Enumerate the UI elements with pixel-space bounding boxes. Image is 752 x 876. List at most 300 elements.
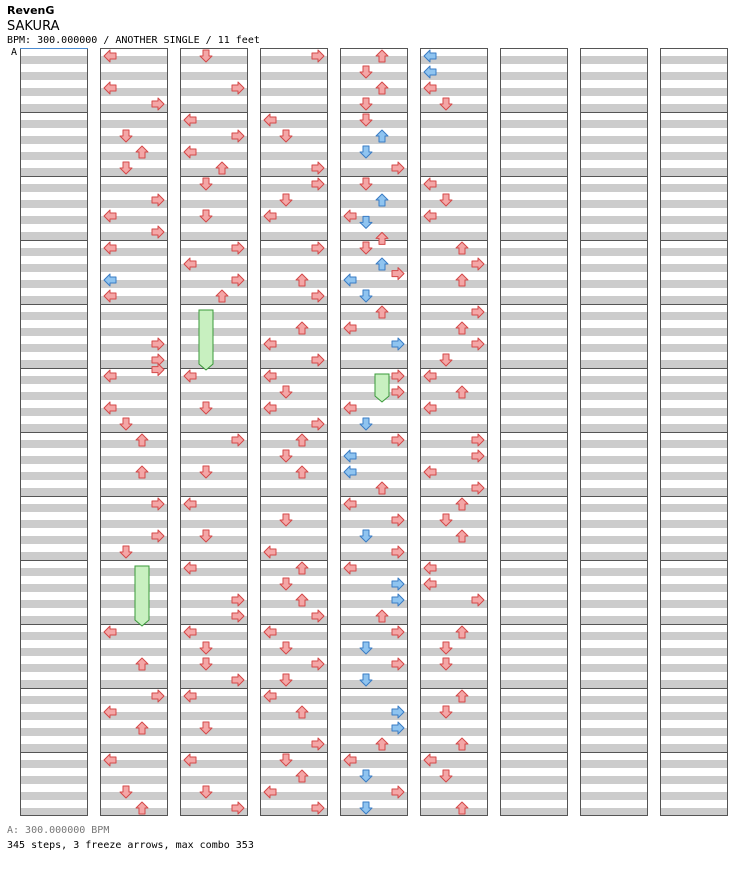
beat-stripe (260, 72, 328, 80)
beat-stripe (340, 200, 408, 208)
beat-stripe (580, 744, 648, 752)
beat-stripe (420, 776, 488, 784)
beat-stripe (580, 248, 648, 256)
beat-stripe (20, 792, 88, 800)
beat-stripe (420, 248, 488, 256)
beat-stripe (580, 328, 648, 336)
beat-stripe (180, 456, 248, 464)
beat-stripe (500, 792, 568, 800)
beat-stripe (500, 360, 568, 368)
beat-stripe (580, 728, 648, 736)
beat-stripe (420, 664, 488, 672)
beat-stripe (20, 360, 88, 368)
beat-stripe (500, 472, 568, 480)
beat-stripe (580, 696, 648, 704)
beat-stripe (260, 440, 328, 448)
beat-stripe (580, 488, 648, 496)
beat-stripe (20, 488, 88, 496)
beat-stripe (260, 200, 328, 208)
beat-stripe (580, 232, 648, 240)
beat-stripe (660, 184, 728, 192)
beat-stripe (580, 216, 648, 224)
beat-stripe (20, 136, 88, 144)
beat-stripe (180, 776, 248, 784)
beat-stripe (20, 808, 88, 816)
beat-stripe (180, 792, 248, 800)
beat-stripe (420, 280, 488, 288)
beat-stripe (580, 568, 648, 576)
beat-stripe (420, 552, 488, 560)
beat-stripe (420, 200, 488, 208)
beat-stripe (340, 680, 408, 688)
beat-stripe (580, 280, 648, 288)
beat-stripe (100, 776, 168, 784)
beat-stripe (420, 680, 488, 688)
beat-stripe (420, 632, 488, 640)
beat-stripe (580, 648, 648, 656)
beat-stripe (580, 536, 648, 544)
beat-stripe (180, 360, 248, 368)
beat-stripe (20, 504, 88, 512)
beat-stripe (660, 536, 728, 544)
beat-stripe (20, 696, 88, 704)
beat-stripe (420, 536, 488, 544)
beat-stripe (260, 232, 328, 240)
beat-stripe (20, 520, 88, 528)
beat-stripe (580, 664, 648, 672)
beat-stripe (660, 648, 728, 656)
beat-stripe (180, 584, 248, 592)
beat-stripe (180, 744, 248, 752)
beat-stripe (660, 488, 728, 496)
beat-stripe (660, 440, 728, 448)
beat-stripe (260, 152, 328, 160)
beat-stripe (660, 232, 728, 240)
beat-stripe (340, 424, 408, 432)
beat-stripe (260, 472, 328, 480)
beat-stripe (500, 72, 568, 80)
beat-stripe (500, 520, 568, 528)
beat-stripe (180, 472, 248, 480)
beat-stripe (420, 696, 488, 704)
beat-stripe (260, 88, 328, 96)
beat-stripe (340, 104, 408, 112)
beat-stripe (660, 520, 728, 528)
beat-stripe (660, 664, 728, 672)
beat-stripe (660, 360, 728, 368)
beat-stripe (660, 72, 728, 80)
beat-stripe (580, 712, 648, 720)
beat-stripe (580, 408, 648, 416)
beat-stripe (20, 472, 88, 480)
beat-stripe (260, 568, 328, 576)
beat-stripe (340, 120, 408, 128)
beat-stripe (20, 296, 88, 304)
beat-stripe (660, 168, 728, 176)
beat-stripe (100, 664, 168, 672)
beat-stripe (180, 488, 248, 496)
beat-stripe (20, 776, 88, 784)
beat-stripe (580, 120, 648, 128)
beat-stripe (260, 600, 328, 608)
beat-stripe (500, 664, 568, 672)
beat-stripe (180, 520, 248, 528)
beat-stripe (20, 760, 88, 768)
beat-stripe (20, 376, 88, 384)
beat-stripe (100, 152, 168, 160)
beat-stripe (420, 392, 488, 400)
beat-stripe (100, 792, 168, 800)
beat-stripe (20, 408, 88, 416)
beat-stripe (260, 520, 328, 528)
chart-stats: 345 steps, 3 freeze arrows, max combo 353 (7, 840, 254, 851)
beat-stripe (660, 200, 728, 208)
beat-stripe (660, 744, 728, 752)
beat-stripe (420, 136, 488, 144)
beat-stripe (500, 680, 568, 688)
beat-stripe (580, 376, 648, 384)
beat-stripe (580, 520, 648, 528)
beat-stripe (180, 312, 248, 320)
beat-stripe (260, 680, 328, 688)
beat-stripe (100, 456, 168, 464)
beat-stripe (500, 56, 568, 64)
beat-stripe (660, 760, 728, 768)
beat-stripe (100, 728, 168, 736)
beat-stripe (180, 104, 248, 112)
beat-stripe (660, 104, 728, 112)
beat-stripe (580, 424, 648, 432)
beat-stripe (580, 344, 648, 352)
beat-stripe (420, 648, 488, 656)
beat-stripe (500, 696, 568, 704)
beat-stripe (500, 392, 568, 400)
beat-stripe (100, 616, 168, 624)
freeze-arrow (199, 310, 213, 370)
beat-stripe (660, 456, 728, 464)
beat-stripe (180, 232, 248, 240)
beat-stripe (580, 184, 648, 192)
beat-stripe (660, 792, 728, 800)
beat-stripe (20, 664, 88, 672)
beat-stripe (660, 248, 728, 256)
beat-stripe (660, 728, 728, 736)
beat-stripe (660, 328, 728, 336)
beat-stripe (580, 392, 648, 400)
freeze-arrow (375, 374, 389, 402)
beat-stripe (500, 248, 568, 256)
beat-stripe (660, 600, 728, 608)
beat-stripe (580, 264, 648, 272)
beat-stripe (500, 328, 568, 336)
beat-stripe (580, 792, 648, 800)
beat-stripe (420, 168, 488, 176)
beat-stripe (340, 152, 408, 160)
beat-stripe (660, 680, 728, 688)
beat-stripe (260, 504, 328, 512)
beat-stripe (580, 680, 648, 688)
beat-stripe (260, 648, 328, 656)
beat-stripe (100, 72, 168, 80)
beat-stripe (20, 392, 88, 400)
beat-stripe (580, 296, 648, 304)
beat-stripe (180, 296, 248, 304)
beat-stripe (260, 488, 328, 496)
beat-stripe (180, 184, 248, 192)
beat-stripe (20, 680, 88, 688)
beat-stripe (580, 72, 648, 80)
beat-stripe (580, 440, 648, 448)
beat-stripe (100, 584, 168, 592)
beat-stripe (660, 712, 728, 720)
beat-stripe (340, 88, 408, 96)
beat-stripe (420, 616, 488, 624)
beat-stripe (340, 696, 408, 704)
beat-stripe (660, 392, 728, 400)
beat-stripe (500, 616, 568, 624)
beat-stripe (500, 648, 568, 656)
beat-stripe (580, 456, 648, 464)
beat-stripe (660, 296, 728, 304)
beat-stripe (660, 216, 728, 224)
beat-stripe (100, 552, 168, 560)
beat-stripe (660, 504, 728, 512)
beat-stripe (660, 264, 728, 272)
beat-stripe (580, 56, 648, 64)
beat-stripe (660, 344, 728, 352)
beat-stripe (340, 536, 408, 544)
beat-stripe (180, 552, 248, 560)
beat-stripe (340, 776, 408, 784)
beat-stripe (260, 584, 328, 592)
beat-stripe (500, 712, 568, 720)
beat-stripe (580, 808, 648, 816)
beat-stripe (500, 456, 568, 464)
beat-stripe (500, 200, 568, 208)
beat-stripe (660, 88, 728, 96)
beat-stripe (580, 472, 648, 480)
beat-stripe (580, 104, 648, 112)
beat-stripe (100, 120, 168, 128)
beat-stripe (500, 216, 568, 224)
beat-stripe (260, 728, 328, 736)
beat-stripe (180, 408, 248, 416)
beat-stripe (580, 312, 648, 320)
beat-stripe (340, 56, 408, 64)
beat-stripe (20, 232, 88, 240)
beat-stripe (580, 152, 648, 160)
beat-stripe (660, 808, 728, 816)
beat-stripe (340, 72, 408, 80)
beat-stripe (420, 328, 488, 336)
beat-stripe (20, 104, 88, 112)
beat-stripe (500, 776, 568, 784)
beat-stripe (420, 360, 488, 368)
beat-stripe (20, 216, 88, 224)
beat-stripe (100, 440, 168, 448)
beat-stripe (660, 776, 728, 784)
beat-stripe (660, 280, 728, 288)
beat-stripe (500, 120, 568, 128)
beat-stripe (180, 216, 248, 224)
beat-stripe (180, 728, 248, 736)
beat-stripe (660, 696, 728, 704)
beat-stripe (500, 760, 568, 768)
beat-stripe (580, 200, 648, 208)
beat-stripe (260, 392, 328, 400)
beat-stripe (580, 360, 648, 368)
beat-stripe (500, 408, 568, 416)
beat-stripe (20, 616, 88, 624)
beat-stripe (340, 232, 408, 240)
beat-stripe (100, 568, 168, 576)
beat-stripe (500, 568, 568, 576)
beat-stripe (580, 776, 648, 784)
beat-stripe (500, 232, 568, 240)
beat-stripe (660, 152, 728, 160)
beat-stripe (100, 136, 168, 144)
beat-stripe (580, 168, 648, 176)
song-title: SAKURA (7, 19, 60, 34)
beat-stripe (500, 536, 568, 544)
beat-stripe (20, 744, 88, 752)
beat-stripe (20, 648, 88, 656)
beat-stripe (260, 312, 328, 320)
beat-stripe (500, 584, 568, 592)
beat-stripe (580, 760, 648, 768)
beat-stripe (20, 88, 88, 96)
freeze-arrow (135, 566, 149, 626)
beat-stripe (500, 88, 568, 96)
beat-stripe (420, 104, 488, 112)
beat-stripe (100, 328, 168, 336)
beat-stripe (100, 520, 168, 528)
beat-stripe (500, 744, 568, 752)
beat-stripe (500, 280, 568, 288)
beat-stripe (420, 792, 488, 800)
beat-stripe (20, 552, 88, 560)
beat-stripe (660, 552, 728, 560)
beat-stripe (260, 264, 328, 272)
beat-stripe (260, 104, 328, 112)
beat-stripe (500, 296, 568, 304)
beat-stripe (100, 168, 168, 176)
beat-stripe (660, 472, 728, 480)
beat-stripe (660, 408, 728, 416)
chart-info: BPM: 300.000000 / ANOTHER SINGLE / 11 feet (7, 35, 260, 46)
beat-stripe (180, 712, 248, 720)
beat-stripe (20, 56, 88, 64)
beat-stripe (340, 808, 408, 816)
beat-stripe (420, 120, 488, 128)
artist-name: RevenG (7, 4, 55, 17)
beat-stripe (340, 360, 408, 368)
beat-stripe (420, 424, 488, 432)
beat-stripe (420, 808, 488, 816)
beat-stripe (500, 168, 568, 176)
beat-stripe (100, 392, 168, 400)
beat-stripe (180, 168, 248, 176)
beat-stripe (580, 616, 648, 624)
beat-stripe (500, 440, 568, 448)
beat-stripe (420, 728, 488, 736)
beat-stripe (420, 296, 488, 304)
beat-stripe (260, 280, 328, 288)
beat-stripe (580, 136, 648, 144)
beat-stripe (580, 552, 648, 560)
beat-stripe (500, 632, 568, 640)
beat-stripe (180, 648, 248, 656)
beat-stripe (20, 248, 88, 256)
beat-stripe (500, 184, 568, 192)
beat-stripe (100, 808, 168, 816)
beat-stripe (100, 648, 168, 656)
beat-stripe (100, 184, 168, 192)
beat-stripe (20, 728, 88, 736)
beat-stripe (100, 312, 168, 320)
beat-stripe (340, 312, 408, 320)
beat-stripe (500, 728, 568, 736)
bpm-marker: A (11, 47, 18, 58)
beat-stripe (260, 712, 328, 720)
beat-stripe (20, 328, 88, 336)
beat-stripe (20, 424, 88, 432)
beat-stripe (500, 312, 568, 320)
beat-stripe (500, 104, 568, 112)
beat-stripe (20, 312, 88, 320)
beat-stripe (20, 712, 88, 720)
beat-stripe (500, 552, 568, 560)
beat-stripe (500, 344, 568, 352)
beat-stripe (420, 504, 488, 512)
beat-stripe (20, 184, 88, 192)
beat-stripe (20, 280, 88, 288)
beat-stripe (20, 152, 88, 160)
beat-stripe (20, 584, 88, 592)
beat-stripe (660, 424, 728, 432)
beat-stripe (500, 264, 568, 272)
beat-stripe (500, 488, 568, 496)
beat-stripe (180, 72, 248, 80)
beat-stripe (580, 584, 648, 592)
beat-stripe (340, 184, 408, 192)
beat-stripe (180, 56, 248, 64)
beat-stripe (580, 632, 648, 640)
beat-stripe (340, 648, 408, 656)
bpm-marker-line (20, 48, 88, 49)
beat-stripe (660, 376, 728, 384)
beat-stripe (420, 232, 488, 240)
beat-stripe (180, 664, 248, 672)
beat-stripe (20, 632, 88, 640)
beat-stripe (260, 136, 328, 144)
beat-stripe (420, 712, 488, 720)
beat-stripe (100, 744, 168, 752)
beat-stripe (580, 504, 648, 512)
beat-stripe (340, 616, 408, 624)
bpm-legend: A: 300.000000 BPM (7, 825, 110, 836)
beat-stripe (100, 488, 168, 496)
beat-stripe (100, 424, 168, 432)
beat-stripe (260, 536, 328, 544)
beat-stripe (660, 56, 728, 64)
beat-stripe (180, 392, 248, 400)
beat-stripe (580, 88, 648, 96)
beat-stripe (20, 456, 88, 464)
beat-stripe (180, 200, 248, 208)
beat-stripe (340, 744, 408, 752)
beat-stripe (180, 536, 248, 544)
